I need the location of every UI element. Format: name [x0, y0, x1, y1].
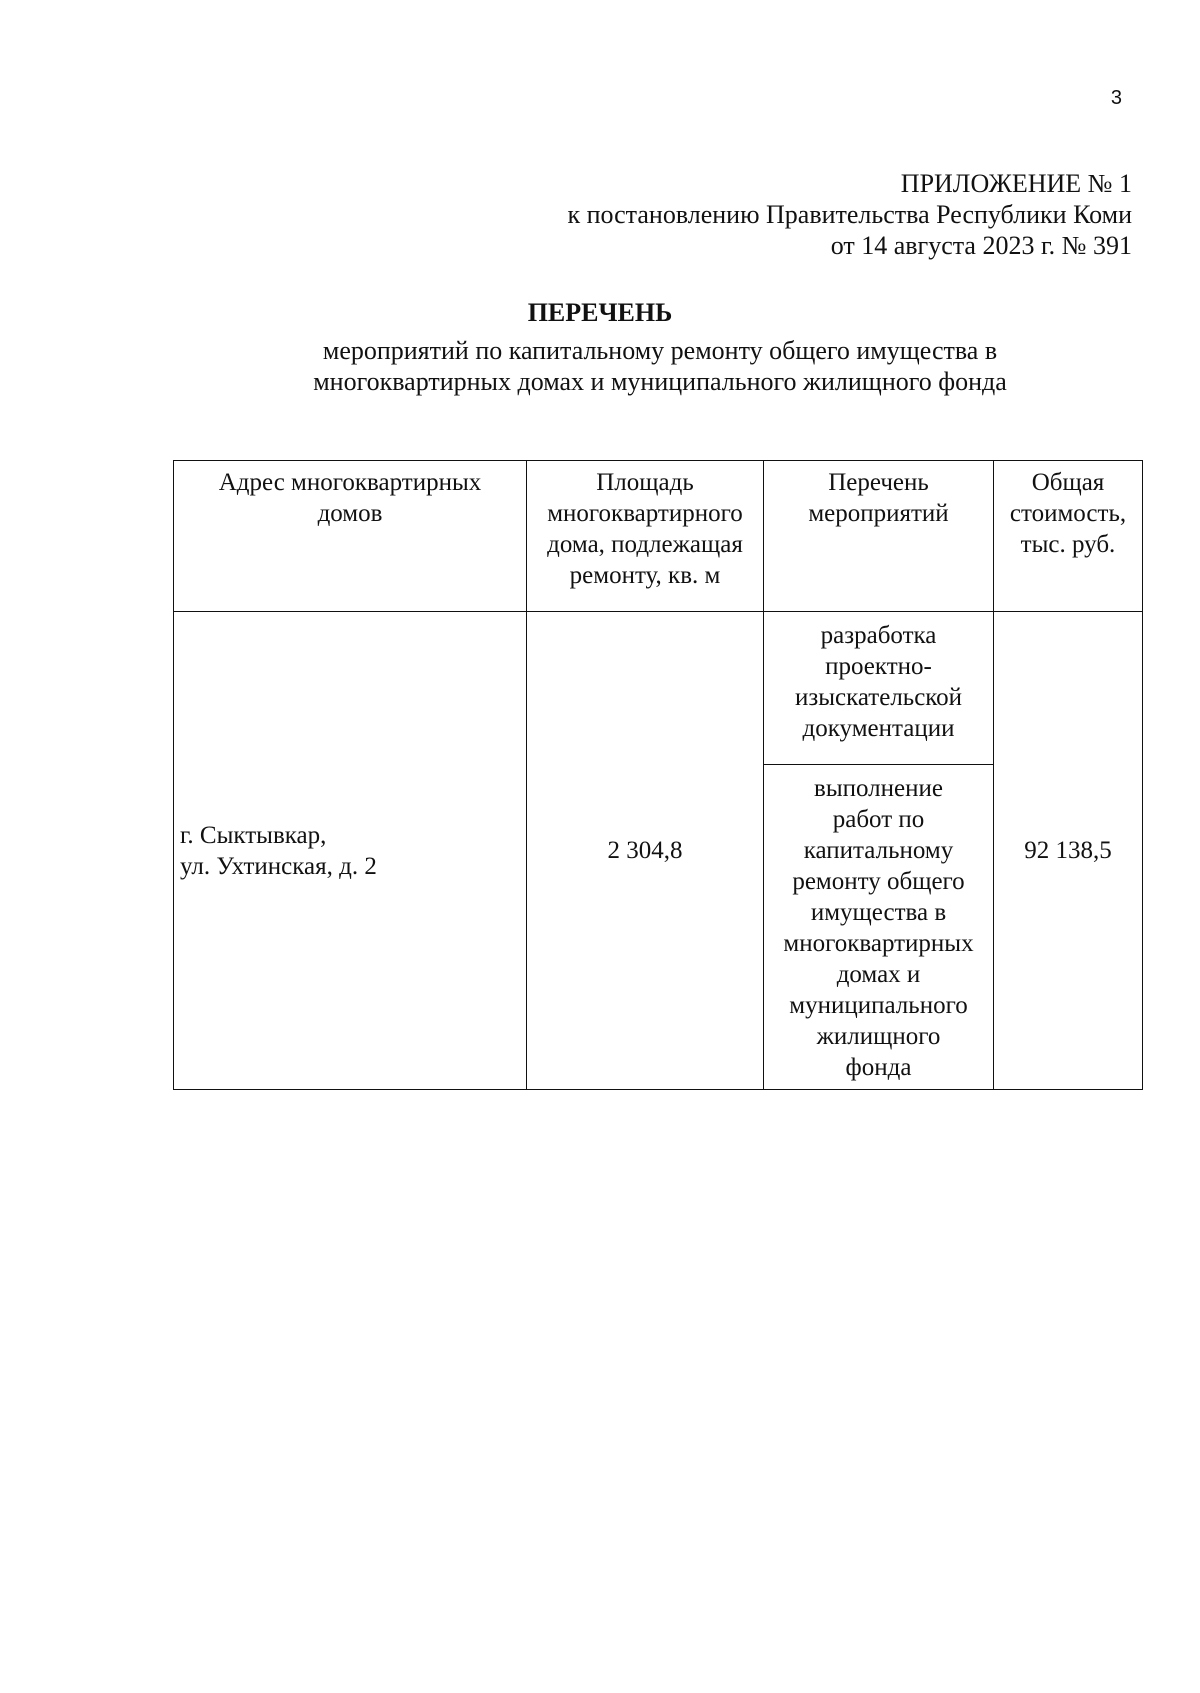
- work-text: капитальному: [803, 837, 954, 864]
- subtitle-line: многоквартирных домах и муниципального жилищного фонда: [313, 367, 1007, 396]
- header-text: дома, подлежащая: [547, 531, 743, 558]
- appendix-date: от 14 августа 2023 г. № 391: [830, 231, 1132, 260]
- work-text: имущества в: [810, 899, 947, 926]
- work-text: проектно-: [825, 653, 932, 680]
- header-text: Перечень: [828, 469, 929, 496]
- work-text: документации: [802, 715, 955, 742]
- header-text: Площадь: [596, 469, 694, 496]
- works-table: [173, 460, 1143, 1090]
- header-text: тыс. руб.: [1020, 531, 1116, 558]
- address-street: ул. Ухтинская, д. 2: [180, 852, 377, 880]
- work-text: муниципального: [789, 992, 968, 1019]
- work-text: изыскательской: [794, 684, 963, 711]
- table-header-row: [174, 461, 1143, 612]
- header-text: многоквартирного: [547, 500, 743, 527]
- work-text: многоквартирных: [783, 930, 974, 957]
- cell-work-repair: [764, 765, 994, 1090]
- header-text: мероприятий: [808, 500, 949, 527]
- cell-area: 2 304,8: [527, 612, 764, 1090]
- work-text: ремонту общего: [792, 868, 965, 895]
- document-title: ПЕРЕЧЕНЬ: [527, 298, 673, 327]
- header-text: Адрес многоквартирных: [218, 469, 482, 496]
- work-text: выполнение: [814, 775, 943, 802]
- appendix-header: [567, 168, 1132, 261]
- appendix-title: ПРИЛОЖЕНИЕ № 1: [900, 169, 1132, 198]
- header-text: Общая: [1031, 469, 1105, 496]
- document-subtitle: [200, 335, 1120, 397]
- work-text: работ по: [832, 806, 925, 833]
- address-city: г. Сыктывкар,: [180, 821, 327, 849]
- work-text: домах и: [836, 961, 921, 988]
- header-text: домов: [317, 500, 383, 527]
- header-text: ремонту, кв. м: [569, 562, 721, 589]
- cell-work-design: [764, 612, 994, 765]
- header-address: [174, 461, 527, 612]
- header-works: [764, 461, 994, 612]
- appendix-reference: к постановлению Правительства Республики Коми: [567, 200, 1132, 229]
- header-text: стоимость,: [1009, 500, 1127, 527]
- subtitle-line: мероприятий по капитальному ремонту общего имущества в: [322, 336, 998, 365]
- page-number: 3: [1110, 87, 1122, 109]
- cell-address: [174, 612, 527, 1090]
- table-row: [174, 612, 1143, 765]
- work-text: фонда: [845, 1054, 912, 1081]
- work-text: жилищного: [816, 1023, 941, 1050]
- work-text: разработка: [820, 622, 937, 649]
- header-area: [527, 461, 764, 612]
- header-cost: [994, 461, 1143, 612]
- cell-cost: 92 138,5: [994, 612, 1143, 1090]
